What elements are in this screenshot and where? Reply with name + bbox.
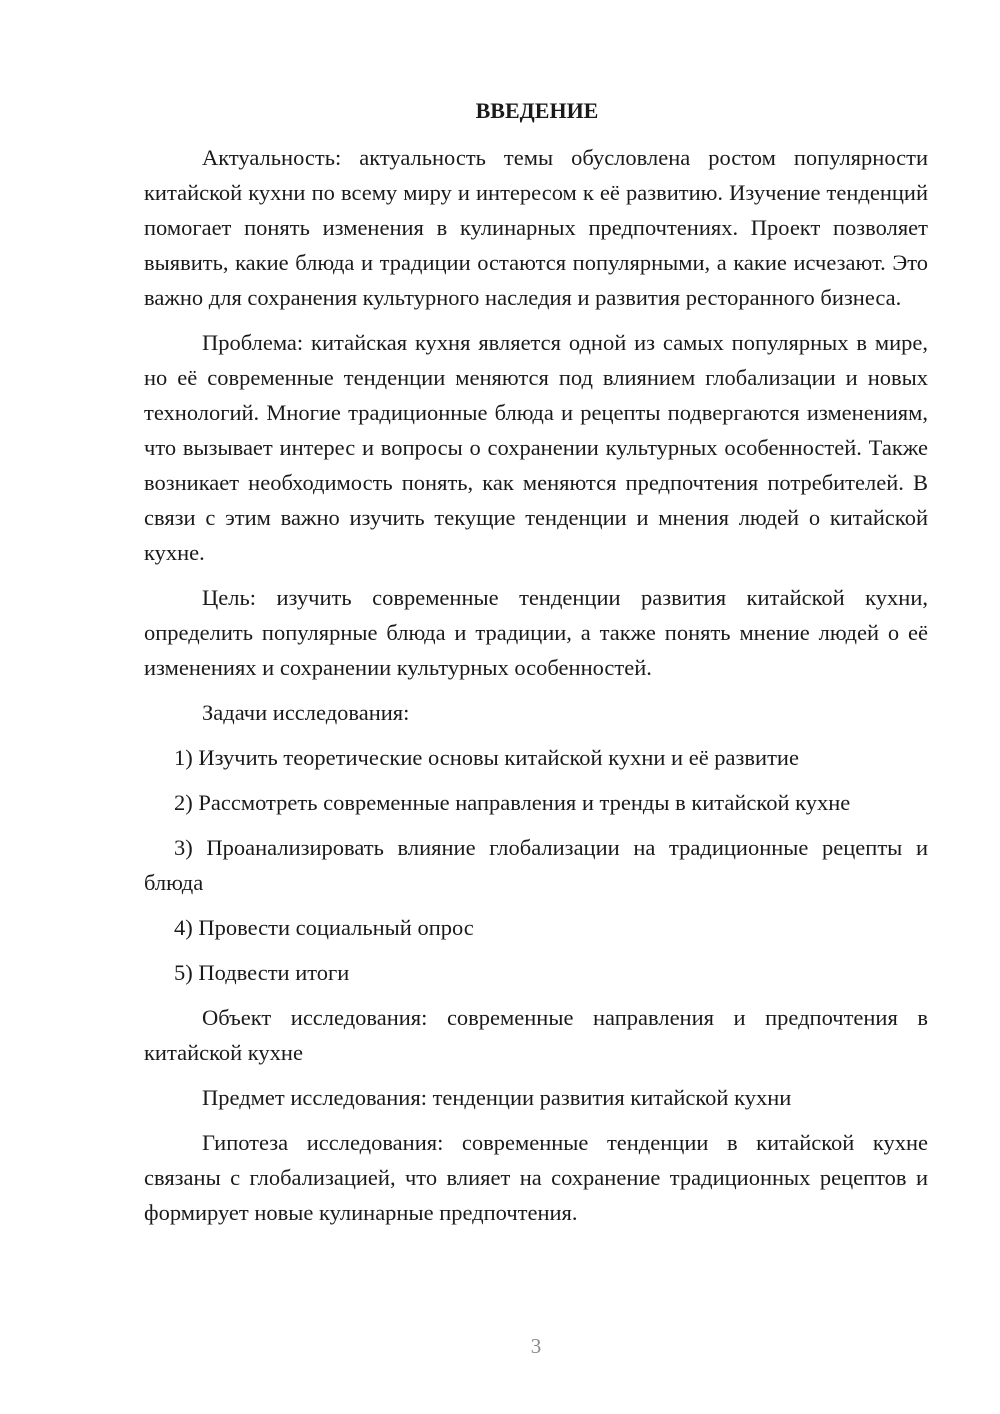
task-item: 3) Проанализировать влияние глобализации на традиционные рецепты и блюда [144,835,928,895]
task-item: 2) Рассмотреть современные направления и тренды в китайской кухне [174,790,851,815]
problem-paragraph: Проблема: китайская кухня является одной из самых популярных в мире, но её современные тенденции меняются под влиянием глобализации и новых технологий. Многие традиционные блюда и рецепты подвергаются изменениям, что вызывает интерес и вопросы о сохранении культурных особенностей. Также возникает необходимость понять, как меняются предпочтения потребителей. В связи с этим важно изучить текущие тенденции и мнения людей о китайской кухне. [144,330,928,565]
relevance-paragraph: Актуальность: актуальность темы обусловлена ростом популярности китайской кухни по всему миру и интересом к её развитию. Изучение тенденций помогает понять изменения в кулинарных предпочтениях. Проект позволяет выявить, какие блюда и традиции остаются популярными, а какие исчезают. Это важно для сохранения культурного наследия и развития ресторанного бизнеса. [144,145,928,310]
page-number: 3 [530,1334,542,1358]
section-heading: ВВЕДЕНИЕ [475,98,599,123]
tasks-list [144,740,928,990]
object-paragraph: Объект исследования: современные направления и предпочтения в китайской кухне [144,1005,928,1065]
task-item: 5) Подвести итоги [174,960,350,985]
task-item: 1) Изучить теоретические основы китайской кухни и её развитие [174,745,799,770]
hypothesis-paragraph: Гипотеза исследования: современные тенденции в китайской кухне связаны с глобализацией, что влияет на сохранение традиционных рецептов и формирует новые кулинарные предпочтения. [144,1130,928,1225]
document-page [144,96,928,1240]
subject-paragraph: Предмет исследования: тенденции развития китайской кухни [202,1085,792,1110]
goal-paragraph: Цель: изучить современные тенденции развития китайской кухни, определить популярные блюда и традиции, а также понять мнение людей о её изменениях и сохранении культурных особенностей. [144,585,928,680]
task-item: 4) Провести социальный опрос [174,915,474,940]
tasks-heading: Задачи исследования: [202,700,410,725]
